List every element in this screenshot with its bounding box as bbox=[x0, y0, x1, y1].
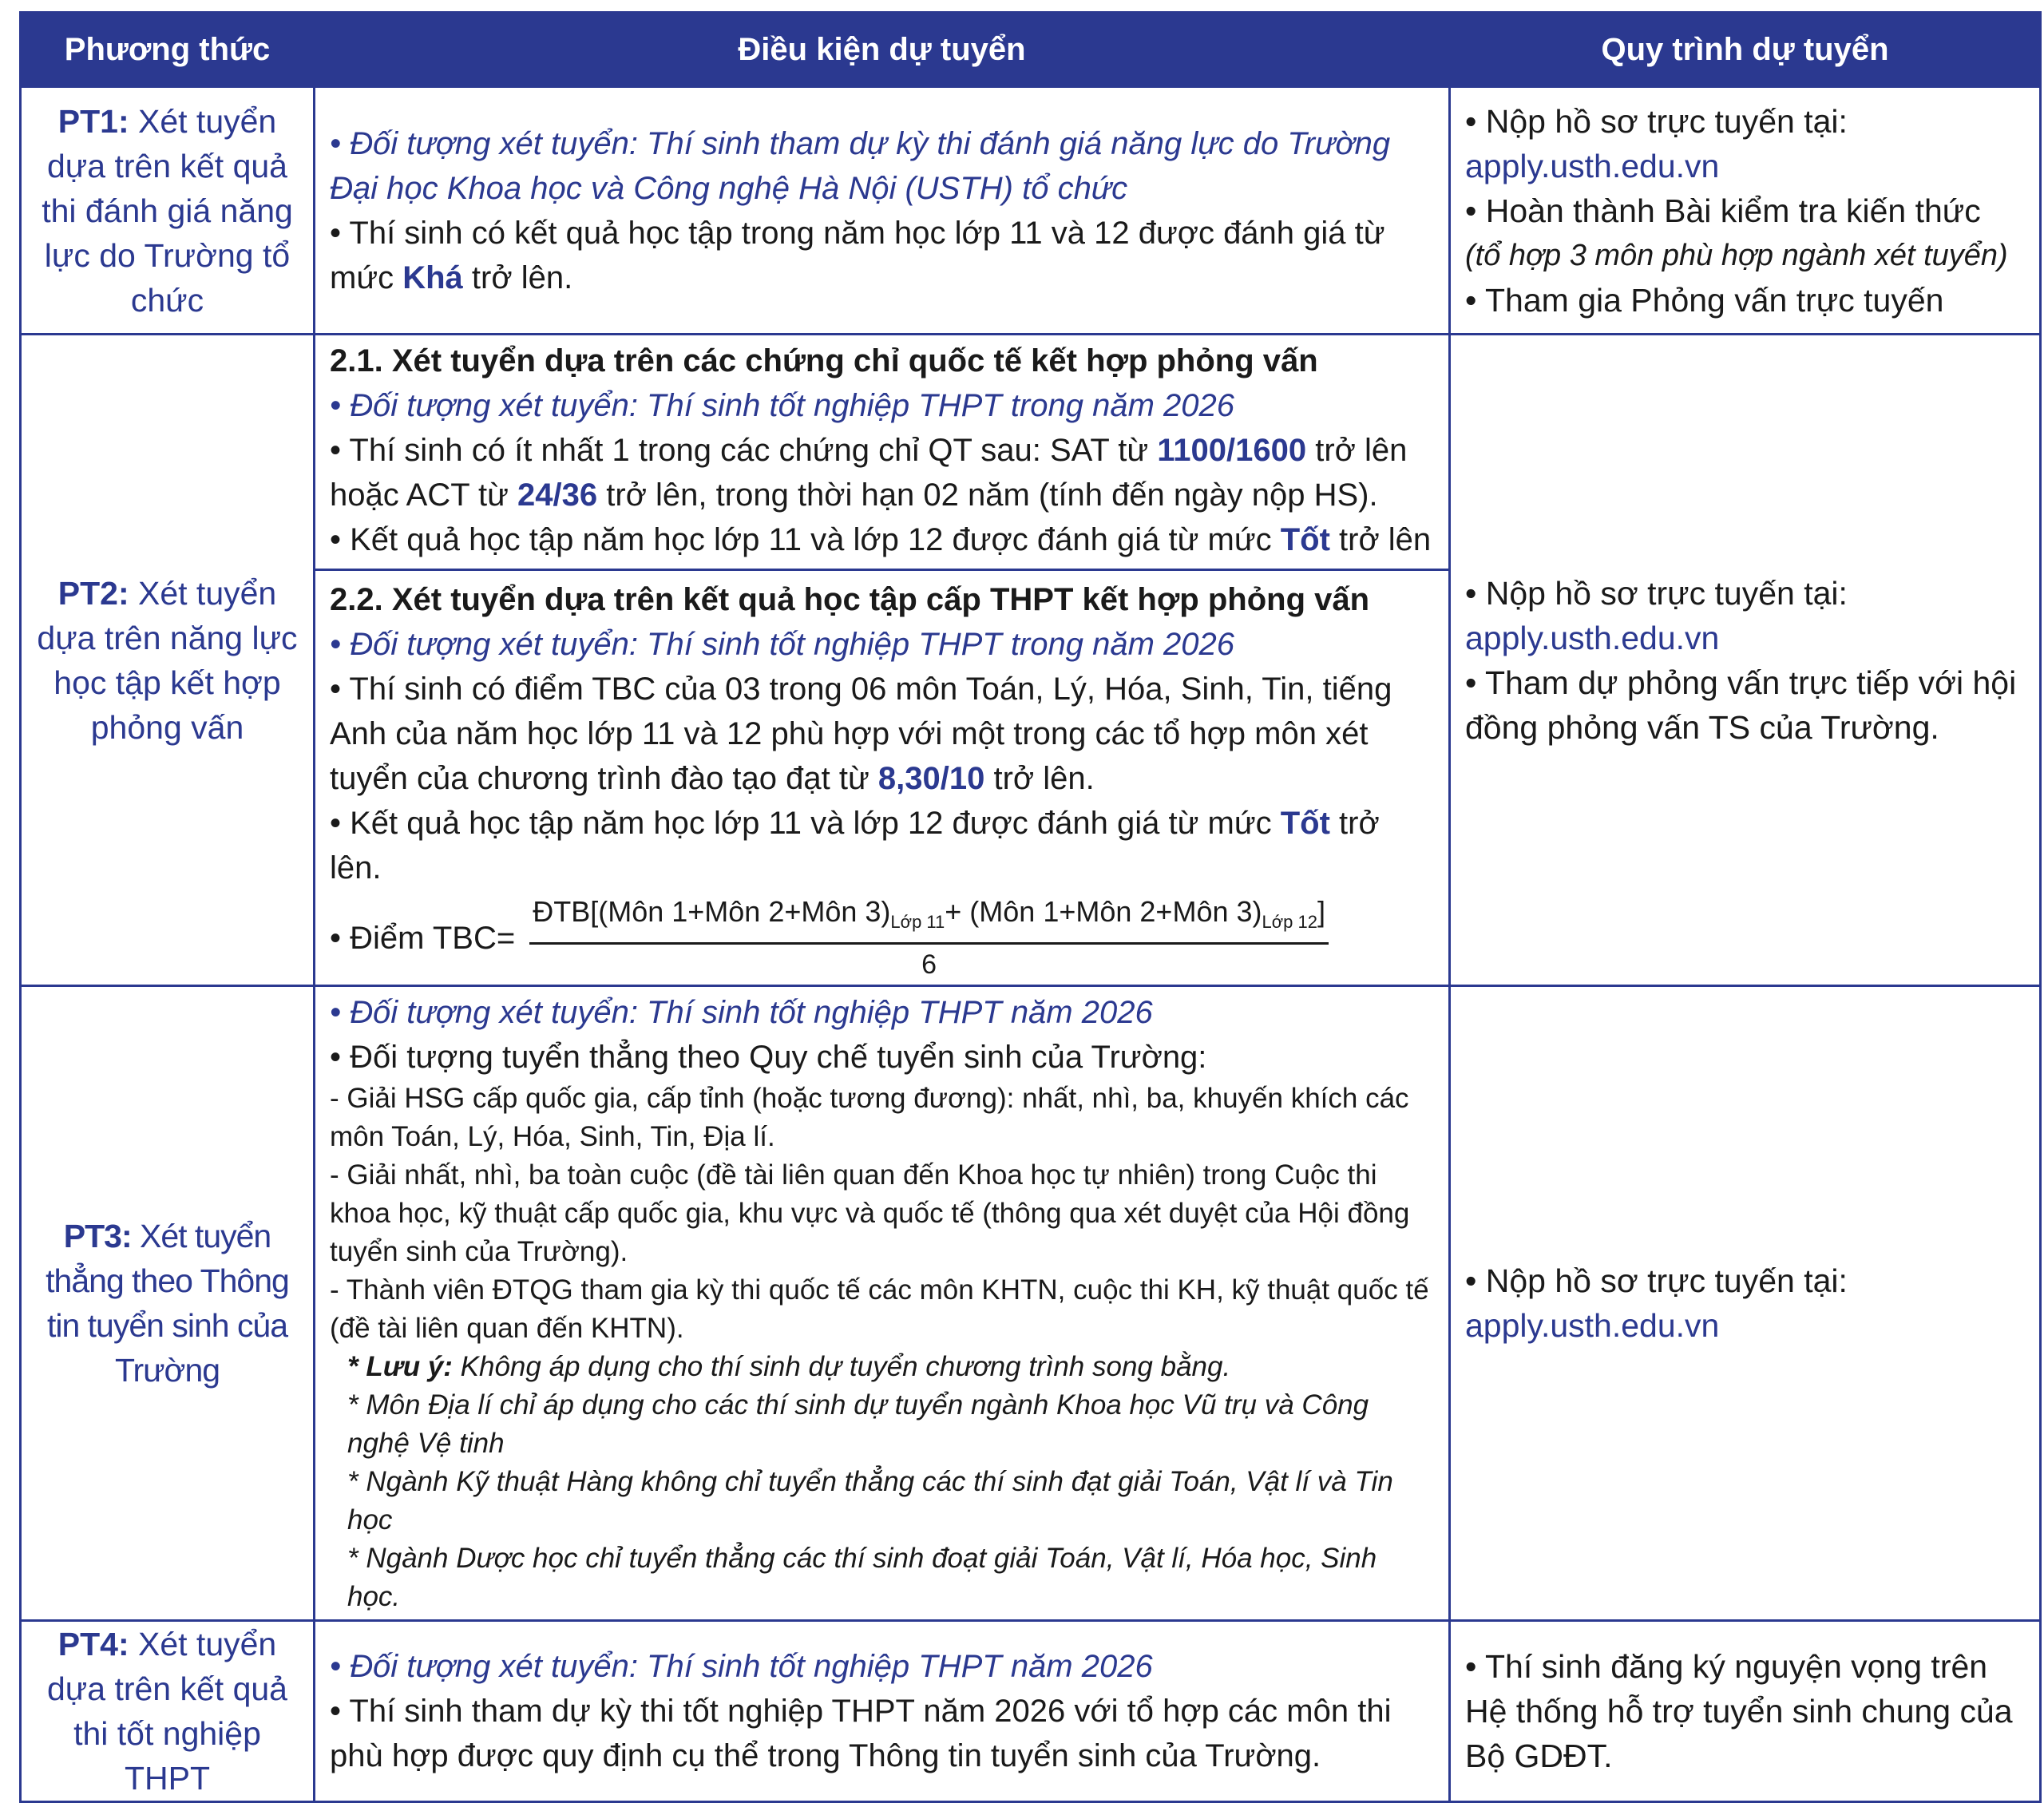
table-header-row bbox=[21, 13, 2041, 87]
tbc-formula bbox=[330, 895, 1437, 981]
method-cell-pt4 bbox=[21, 1621, 315, 1802]
conditions-cell-pt2 bbox=[315, 335, 1450, 986]
method-cell-pt2 bbox=[21, 335, 315, 986]
method-text: Xét tuyển thẳng theo Thông tin tuyển sinh của Trường bbox=[46, 1218, 289, 1389]
table-row-pt3 bbox=[21, 986, 2041, 1621]
formula-part: ] bbox=[1317, 895, 1325, 928]
conditions-cell-pt1 bbox=[315, 87, 1450, 335]
min-score: 8,30/10 bbox=[877, 761, 985, 796]
process-step: • Nộp hồ sơ trực tuyến tại: bbox=[1465, 102, 1848, 140]
formula-subscript: Lớp 11 bbox=[890, 912, 945, 933]
note-line bbox=[330, 1348, 1437, 1386]
target-line: • Đối tượng xét tuyển: Thí sinh tốt nghiệp THPT trong năm 2026 bbox=[330, 388, 1235, 423]
method-text: Xét tuyển dựa trên năng lực học tập kết hợp phỏng vấn bbox=[37, 574, 298, 746]
process-cell-pt3 bbox=[1450, 986, 2041, 1621]
condition-text-end: trở lên. bbox=[462, 260, 573, 295]
level-highlight: Tốt bbox=[1280, 806, 1330, 841]
condition-text: • Thí sinh có kết quả học tập trong năm học lớp 11 và 12 được đánh giá từ mức bbox=[330, 215, 1385, 295]
target-line: • Đối tượng xét tuyển: Thí sinh tốt nghiệp THPT năm 2026 bbox=[330, 1649, 1153, 1685]
note-label: * Lưu ý: bbox=[347, 1351, 453, 1383]
condition-text: trở lên, trong thời hạn 02 năm (tính đến ngày nộp HS). bbox=[597, 477, 1378, 513]
condition-line bbox=[330, 801, 1437, 890]
method-code: PT3: bbox=[63, 1218, 132, 1255]
formula-part: + (Môn 1+Môn 2+Môn 3) bbox=[945, 895, 1262, 928]
note-line: * Ngành Dược học chỉ tuyển thẳng các thí sinh đoạt giải Toán, Vật lí, Hóa học, Sinh học. bbox=[347, 1543, 1377, 1613]
method-text: Xét tuyển dựa trên kết quả thi tốt nghiệp THPT bbox=[47, 1626, 287, 1797]
method-cell-pt1 bbox=[21, 87, 315, 335]
table-row-pt4 bbox=[21, 1621, 2041, 1802]
act-score: 24/36 bbox=[517, 477, 598, 513]
note-line: * Môn Địa lí chỉ áp dụng cho các thí sinh dự tuyển ngành Khoa học Vũ trụ và Công nghệ Vệ tinh bbox=[347, 1389, 1369, 1460]
formula-subscript: Lớp 12 bbox=[1262, 912, 1317, 933]
section-title-2-2: 2.2. Xét tuyển dựa trên kết quả học tập cấp THPT kết hợp phỏng vấn bbox=[330, 582, 1370, 617]
condition-text: trở lên. bbox=[330, 806, 1380, 886]
condition-line bbox=[330, 428, 1437, 517]
method-code: PT1: bbox=[57, 102, 129, 140]
table-row-pt1 bbox=[21, 87, 2041, 335]
table-row-pt2 bbox=[21, 335, 2041, 986]
process-step: • Thí sinh đăng ký nguyện vọng trên Hệ thống hỗ trợ tuyển sinh chung của Bộ GDĐT. bbox=[1465, 1648, 2013, 1775]
condition-line bbox=[330, 211, 1437, 300]
process-cell-pt4 bbox=[1450, 1621, 2041, 1802]
formula-denominator: 6 bbox=[921, 949, 937, 981]
formula-label: • Điểm TBC= bbox=[330, 921, 516, 957]
process-step-note: (tổ hợp 3 môn phù hợp ngành xét tuyển) bbox=[1465, 238, 2008, 272]
process-step: • Nộp hồ sơ trực tuyến tại: bbox=[1465, 574, 1848, 612]
method-code: PT4: bbox=[57, 1626, 129, 1663]
award-criterion: - Giải nhất, nhì, ba toàn cuộc (đề tài liên quan đến Khoa học tự nhiên) trong Cuộc thi khoa học, kỹ thuật cấp quốc gia, khu vực và quốc tế (thông qua xét duyệt của Hội đồng tuyển sinh của Trường). bbox=[330, 1159, 1410, 1268]
method-text: Xét tuyển dựa trên kết quả thi đánh giá năng lực do Trường tổ chức bbox=[42, 102, 293, 319]
note-text: Không áp dụng cho thí sinh dự tuyển chương trình song bằng. bbox=[452, 1351, 1231, 1383]
formula-numerator bbox=[529, 895, 1329, 945]
admission-methods-table bbox=[19, 11, 2042, 1803]
condition-line: • Thí sinh tham dự kỳ thi tốt nghiệp THPT năm 2026 với tổ hợp các môn thi phù hợp được quy định cụ thể trong Thông tin tuyển sinh của Trường. bbox=[330, 1694, 1392, 1774]
conditions-cell-pt4 bbox=[315, 1621, 1450, 1802]
note-line: * Ngành Kỹ thuật Hàng không chỉ tuyển thẳng các thí sinh đạt giải Toán, Vật lí và Tin học bbox=[347, 1466, 1393, 1536]
condition-text: • Thí sinh có ít nhất 1 trong các chứng chỉ QT sau: SAT từ bbox=[330, 433, 1158, 468]
condition-text: trở lên bbox=[1329, 522, 1432, 557]
condition-line bbox=[330, 517, 1437, 562]
target-line: • Đối tượng xét tuyển: Thí sinh tham dự kỳ thi đánh giá năng lực do Trường Đại học Khoa học và Công nghệ Hà Nội (USTH) tổ chức bbox=[330, 125, 1391, 206]
award-criterion: - Thành viên ĐTQG tham gia kỳ thi quốc tế các môn KHTN, cuộc thi KH, kỹ thuật quốc tế (đề tài liên quan đến KHTN). bbox=[330, 1274, 1429, 1345]
method-cell-pt3 bbox=[21, 986, 315, 1621]
condition-text: • Thí sinh có điểm TBC của 03 trong 06 môn Toán, Lý, Hóa, Sinh, Tin, tiếng Anh của năm học lớp 11 và 12 phù hợp với một trong các tổ hợp môn xét tuyển của chương trình đào tạo đạt từ bbox=[330, 672, 1392, 796]
target-line: • Đối tượng xét tuyển: Thí sinh tốt nghiệp THPT trong năm 2026 bbox=[330, 627, 1235, 662]
formula-fraction bbox=[529, 895, 1329, 981]
apply-link[interactable]: apply.usth.edu.vn bbox=[1465, 147, 1720, 184]
level-highlight: Tốt bbox=[1280, 522, 1330, 557]
process-cell-pt2 bbox=[1450, 335, 2041, 986]
process-step: • Tham dự phỏng vấn trực tiếp với hội đồng phỏng vấn TS của Trường. bbox=[1465, 664, 2017, 746]
condition-text: trở lên. bbox=[984, 761, 1095, 796]
condition-text: • Kết quả học tập năm học lớp 11 và lớp 12 được đánh giá từ mức bbox=[330, 806, 1281, 841]
section-title-2-1: 2.1. Xét tuyển dựa trên các chứng chỉ quốc tế kết hợp phỏng vấn bbox=[330, 343, 1318, 378]
condition-text: • Kết quả học tập năm học lớp 11 và lớp 12 được đánh giá từ mức bbox=[330, 522, 1281, 557]
target-line: • Đối tượng xét tuyển: Thí sinh tốt nghiệp THPT năm 2026 bbox=[330, 995, 1153, 1031]
header-conditions: Điều kiện dự tuyển bbox=[315, 13, 1450, 87]
condition-line: • Đối tượng tuyển thẳng theo Quy chế tuyển sinh của Trường: bbox=[330, 1040, 1207, 1076]
award-criterion: - Giải HSG cấp quốc gia, cấp tỉnh (hoặc tương đương): nhất, nhì, ba, khuyến khích các môn Toán, Lý, Hóa, Sinh, Tin, Địa lí. bbox=[330, 1083, 1409, 1153]
header-process: Quy trình dự tuyển bbox=[1450, 13, 2041, 87]
header-method: Phương thức bbox=[21, 13, 315, 87]
apply-link[interactable]: apply.usth.edu.vn bbox=[1465, 619, 1720, 656]
condition-line bbox=[330, 667, 1437, 801]
method-code: PT2: bbox=[57, 574, 129, 612]
process-step: • Hoàn thành Bài kiểm tra kiến thức bbox=[1465, 192, 1981, 229]
condition-text: trở lên hoặc ACT từ bbox=[330, 433, 1408, 513]
sat-score: 1100/1600 bbox=[1157, 433, 1307, 468]
process-step: • Nộp hồ sơ trực tuyến tại: bbox=[1465, 1262, 1848, 1300]
level-highlight: Khá bbox=[402, 260, 463, 295]
process-cell-pt1 bbox=[1450, 87, 2041, 335]
apply-link[interactable]: apply.usth.edu.vn bbox=[1465, 1307, 1720, 1345]
formula-part: ĐTB[(Môn 1+Môn 2+Môn 3) bbox=[533, 895, 891, 928]
conditions-cell-pt3 bbox=[315, 986, 1450, 1621]
process-step: • Tham gia Phỏng vấn trực tuyến bbox=[1465, 281, 1944, 319]
subsection-2-2 bbox=[315, 569, 1448, 981]
